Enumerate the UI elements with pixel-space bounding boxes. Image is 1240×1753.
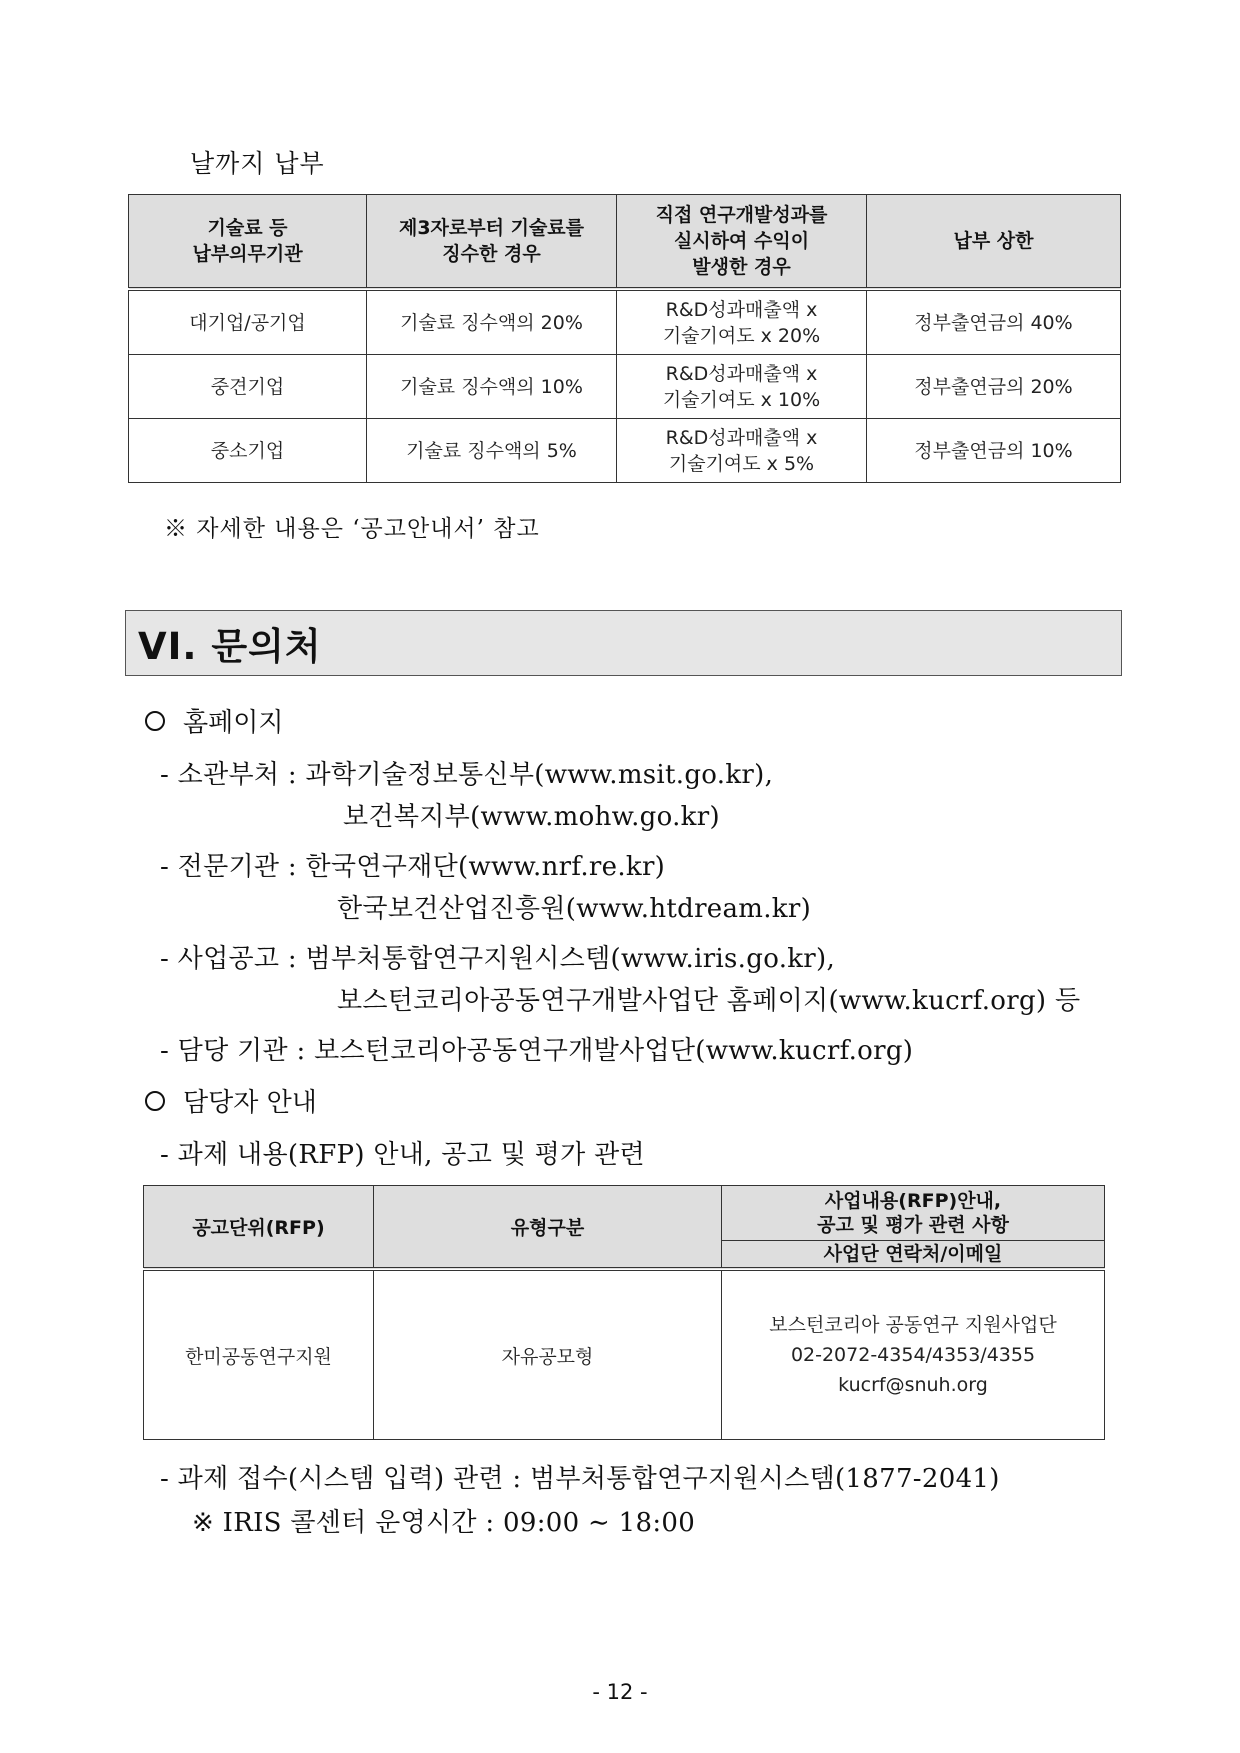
fee-header-cell: 직접 연구개발성과를 실시하여 수익이 발생한 경우 (617, 195, 867, 290)
reference-note: ※ 자세한 내용은 ‘공고안내서’ 참고 (164, 516, 540, 542)
fee-cell: 정부출연금의 20% (867, 355, 1121, 419)
contact-cell-info: 보스턴코리아 공동연구 지원사업단 02-2072-4354/4353/4355 kucrf@snuh.org (722, 1269, 1105, 1440)
table-row (129, 289, 1121, 355)
fee-table-header-row (129, 195, 1121, 290)
iris-hours-note: ※ IRIS 콜센터 운영시간 : 09:00 ∼ 18:00 (192, 1508, 696, 1538)
homepage-line: 한국보건산업진흥원(www.htdream.kr) (337, 894, 812, 924)
contact-cell-type: 자유공모형 (374, 1269, 722, 1440)
homepage-line: - 담당 기관 : 보스턴코리아공동연구개발사업단(www.kucrf.org) (160, 1036, 914, 1066)
section-header (125, 610, 1122, 676)
fee-cell: 기술료 징수액의 20% (367, 289, 617, 355)
submission-line: - 과제 접수(시스템 입력) 관련 : 범부처통합연구지원시스템(1877-2041) (160, 1464, 1000, 1494)
fee-header-cell: 납부 상한 (867, 195, 1121, 290)
fee-cell: 기술료 징수액의 5% (367, 419, 617, 483)
fee-cell: R&D성과매출액 x 기술기여도 x 5% (617, 419, 867, 483)
contact-label: 담당자 안내 (183, 1088, 317, 1118)
contact-cell-rfp: 한미공동연구지원 (144, 1269, 374, 1440)
fee-cell: 기술료 징수액의 10% (367, 355, 617, 419)
top-line: 날까지 납부 (190, 149, 325, 178)
table-row (129, 355, 1121, 419)
circle-bullet-icon (145, 1091, 165, 1111)
circle-bullet-icon (145, 711, 165, 731)
fee-cell: R&D성과매출액 x 기술기여도 x 20% (617, 289, 867, 355)
fee-table (128, 194, 1121, 483)
page-number: - 12 - (592, 1680, 648, 1704)
section-title: VI. 문의처 (138, 625, 322, 668)
table-row (144, 1269, 1105, 1440)
homepage-line: - 사업공고 : 범부처통합연구지원시스템(www.iris.go.kr), (160, 944, 836, 974)
contact-header-email: 사업단 연락처/이메일 (722, 1241, 1105, 1270)
fee-cell: R&D성과매출액 x 기술기여도 x 10% (617, 355, 867, 419)
homepage-line: - 소관부처 : 과학기술정보통신부(www.msit.go.kr), (160, 760, 774, 790)
fee-header-cell: 기술료 등 납부의무기관 (129, 195, 367, 290)
fee-cell: 정부출연금의 40% (867, 289, 1121, 355)
homepage-bullet (145, 702, 283, 739)
contact-table (143, 1185, 1105, 1440)
homepage-label: 홈페이지 (183, 708, 284, 738)
fee-cell: 정부출연금의 10% (867, 419, 1121, 483)
contact-header-type: 유형구분 (374, 1186, 722, 1270)
contact-subline: - 과제 내용(RFP) 안내, 공고 및 평가 관련 (160, 1140, 645, 1170)
contact-bullet (145, 1082, 317, 1119)
homepage-line: 보건복지부(www.mohw.go.kr) (343, 802, 720, 832)
fee-cell: 대기업/공기업 (129, 289, 367, 355)
homepage-line: 보스턴코리아공동연구개발사업단 홈페이지(www.kucrf.org) 등 (337, 986, 1081, 1016)
fee-cell: 중견기업 (129, 355, 367, 419)
homepage-line: - 전문기관 : 한국연구재단(www.nrf.re.kr) (160, 852, 666, 882)
table-row (144, 1186, 1105, 1241)
table-row (129, 419, 1121, 483)
fee-cell: 중소기업 (129, 419, 367, 483)
fee-header-cell: 제3자로부터 기술료를 징수한 경우 (367, 195, 617, 290)
contact-header-info: 사업내용(RFP)안내, 공고 및 평가 관련 사항 (722, 1186, 1105, 1241)
contact-header-rfp: 공고단위(RFP) (144, 1186, 374, 1270)
